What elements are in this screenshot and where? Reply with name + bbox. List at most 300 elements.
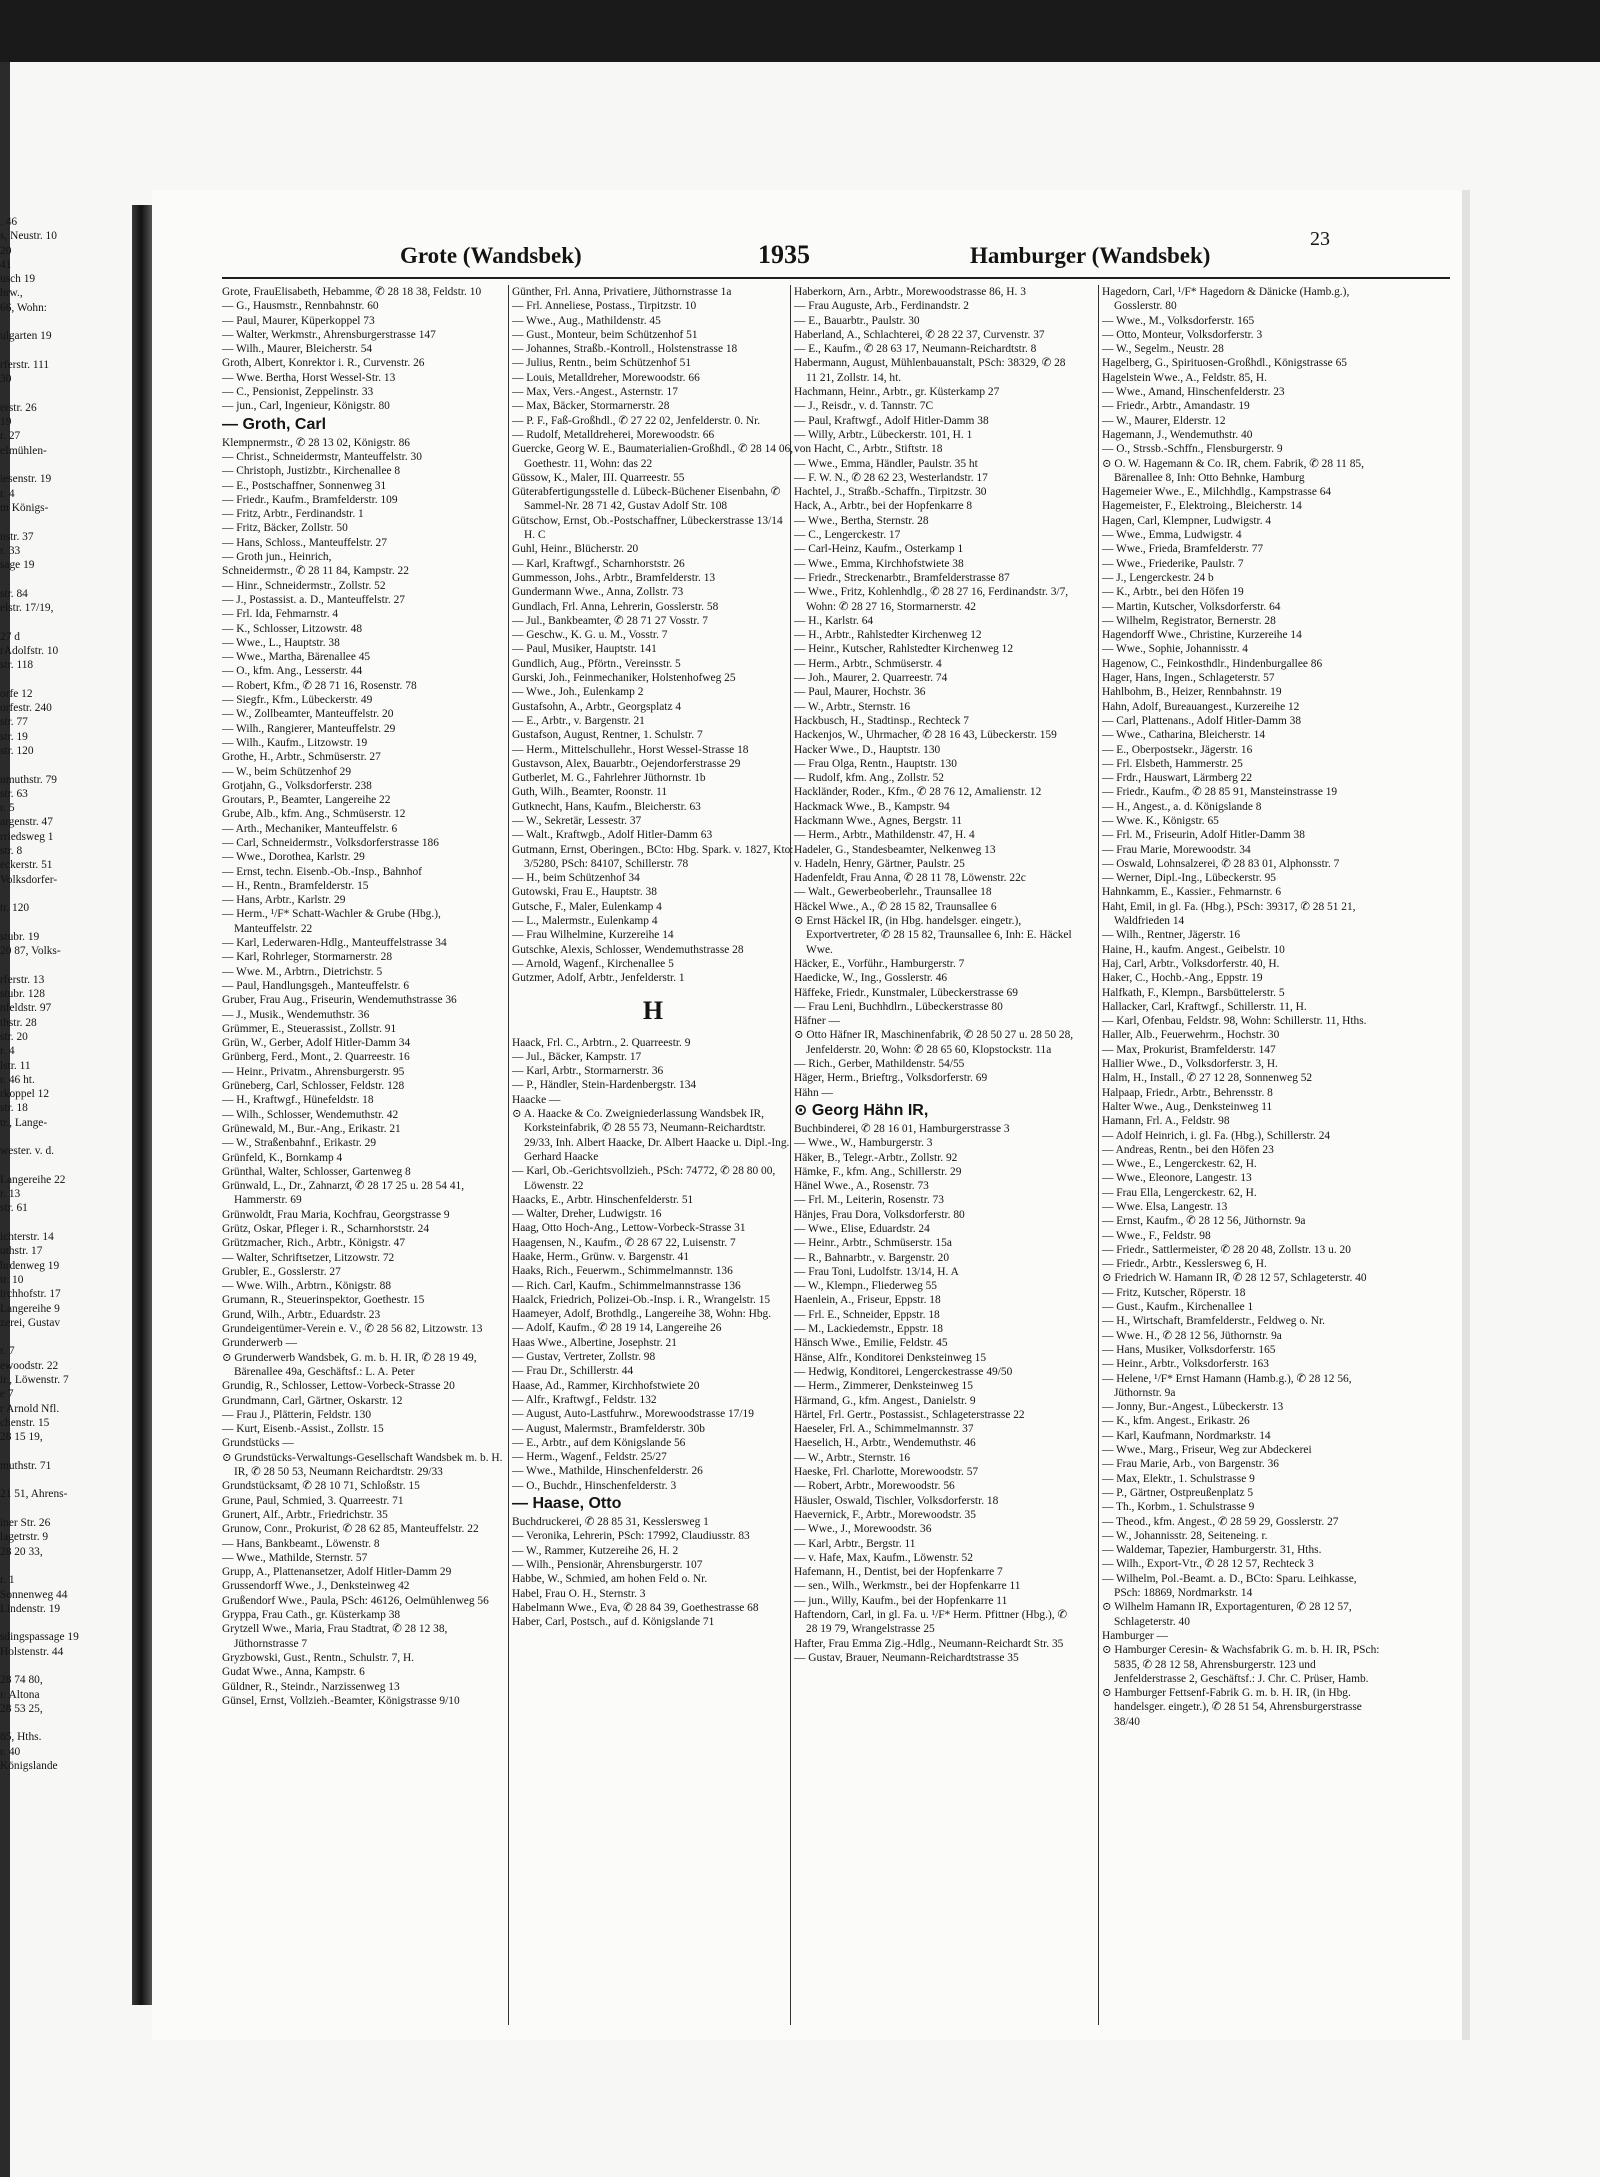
directory-entry: — O., Strssb.-Schffn., Flensburgerstr. 9 [1102, 443, 1283, 456]
directory-entry: Guercke, Georg W. E., Baumaterialien-Großhdl., ✆ 28 14 06, Goethestr. 11, Wohn: das 22 [512, 443, 794, 470]
directory-entry: Haftendorn, Carl, in gl. Fa. u. ¹/F* Herm. Pfittner (Hbg.), ✆ 28 19 79, Wrangelstrasse 25 [794, 1609, 1068, 1636]
left-page-line: Sonnenweg 44 [0, 1588, 68, 1601]
left-page-line: r. 5 [0, 802, 15, 815]
left-page-line [0, 344, 132, 358]
directory-entry: Häker, B., Telegr.-Arbtr., Zollstr. 92 [794, 1151, 958, 1164]
directory-column-4 [1102, 285, 1384, 2025]
directory-entry: — H., Wirtschaft, Bramfelderstr., Feldweg o. Nr. [1102, 1315, 1325, 1328]
directory-entry: Halfkath, F., Klempn., Barsbüttelerstr. 5 [1102, 986, 1285, 999]
directory-entry: — Heinr., Arbtr., Volksdorferstr. 163 [1102, 1358, 1269, 1371]
directory-entry: Hagemeister, F., Elektroing., Bleicherstr. 14 [1102, 500, 1302, 513]
directory-entry: — Wwe., Mathilde, Sternstr. 57 [222, 1551, 368, 1564]
page-edge [1462, 190, 1470, 2040]
column-divider [508, 285, 509, 2025]
directory-entry: — Gustav, Vertreter, Zollstr. 98 [512, 1351, 656, 1364]
directory-entry: Haberkorn, Arn., Arbtr., Morewoodstrasse 86, H. 3 [794, 286, 1026, 298]
left-page-line: zerei, Gustav [0, 1316, 61, 1329]
directory-entry: — Wwe. Bertha, Horst Wessel-Str. 13 [222, 371, 396, 384]
left-page-line [0, 1330, 132, 1344]
directory-entry: Gutsche, F., Maler, Eulenkamp 4 [512, 900, 662, 913]
left-page-line: s, Neustr. 10 [0, 230, 57, 243]
left-page-line: orfe 12 [0, 687, 33, 700]
directory-entry: Häfner — [794, 1015, 840, 1028]
directory-entry: Hänel Wwe., A., Rosenstr. 73 [794, 1180, 929, 1193]
left-page-line: rkoppel 12 [0, 1088, 50, 1101]
book-gutter [132, 205, 152, 2005]
directory-entry: Hänjes, Frau Dora, Volksdorferstr. 80 [794, 1208, 965, 1221]
directory-entry: — Fritz, Kutscher, Röperstr. 18 [1102, 1286, 1246, 1299]
directory-entry: Hagen, Carl, Klempner, Ludwigstr. 4 [1102, 514, 1272, 527]
directory-entry: Gutowski, Frau E., Hauptstr. 38 [512, 886, 657, 899]
directory-entry: — H., Karlstr. 64 [794, 614, 874, 627]
directory-entry: — Paul, Handlungsgeh., Manteuffelstr. 6 [222, 979, 410, 992]
left-page-line: eImühlen- [0, 444, 47, 457]
directory-entry: Haacks, E., Arbtr. Hinschenfelderstr. 51 [512, 1193, 694, 1206]
directory-entry: Halm, H., Install., ✆ 27 12 28, Sonnenweg 52 [1102, 1072, 1313, 1085]
left-page-line: 28 15 19, [0, 1431, 43, 1444]
directory-entry: — Alfr., Kraftwgf., Feldstr. 132 [512, 1393, 657, 1406]
directory-entry: — Jul., Bäcker, Kampstr. 17 [512, 1050, 642, 1063]
directory-entry: Hacker Wwe., D., Hauptstr. 130 [794, 743, 941, 756]
left-page-line: iesenstr. 19 [0, 473, 52, 486]
directory-entry: Grote, FrauElisabeth, Hebamme, ✆ 28 18 38, Feldstr. 10 [222, 286, 482, 298]
left-page-line: 20 [0, 244, 12, 257]
directory-entry: — Frau J., Plätterin, Feldstr. 130 [222, 1408, 372, 1421]
directory-entry: — Wilhelm, Pol.-Beamt. a. D., BCto: Sparu. Leihkasse, PSch: 18869, Nordmarkstr. 14 [1102, 1572, 1357, 1600]
directory-entry: — Max, Bäcker, Stormarnerstr. 28 [512, 400, 670, 413]
directory-entry: — W., Klempn., Fliederweg 55 [794, 1280, 937, 1293]
left-page-line: 28 53 25, [0, 1702, 43, 1715]
left-page-line: nmuthstr. 79 [0, 773, 57, 786]
directory-entry: — Adolf Heinrich, i. gl. Fa. (Hbg.), Schillerstr. 24 [1102, 1129, 1331, 1142]
directory-entry: Hackenjos, W., Uhrmacher, ✆ 28 16 43, Lübeckerstr. 159 [794, 729, 1057, 742]
directory-entry: — W., Sekretär, Lessestr. 37 [512, 814, 642, 827]
left-page-line: r. 13 [0, 1188, 21, 1201]
directory-entry: — Walter, Dreher, Ludwigstr. 16 [512, 1208, 662, 1221]
directory-entry: — Groth jun., Heinrich, [222, 551, 332, 564]
directory-entry: Gryppa, Frau Cath., gr. Küsterkamp 38 [222, 1609, 401, 1622]
directory-entry: Haker, C., Hochb.-Ang., Eppstr. 19 [1102, 972, 1263, 985]
directory-entry: — J., Reisdr., v. d. Tannstr. 7C [794, 400, 934, 413]
directory-entry: Haeselich, H., Arbtr., Wendemuthstr. 46 [794, 1437, 976, 1450]
directory-entry: — Paul, Maurer, Hochstr. 36 [794, 686, 926, 699]
left-page-line: Königslande [0, 1760, 58, 1773]
directory-entry: — Walter, Schriftsetzer, Litzowstr. 72 [222, 1251, 395, 1264]
directory-entry: — Otto, Monteur, Volksdorferstr. 3 [1102, 328, 1263, 341]
left-page-line: thstr. 28 [0, 1016, 37, 1029]
left-page-line: str. 8 [0, 845, 23, 858]
directory-entry: — Wwe., Martha, Bärenallee 45 [222, 651, 371, 664]
directory-entry: — Wwe., Friederike, Paulstr. 7 [1102, 557, 1244, 570]
left-page-line: tr., Lange- [0, 1116, 48, 1129]
left-page-line [0, 315, 132, 329]
directory-entry: — Walt., Gewerbeoberlehr., Traunsallee 18 [794, 886, 992, 899]
directory-entry: — Frau Wilhelmine, Kurzereihe 14 [512, 929, 674, 942]
directory-entry: Buchdruckerei, ✆ 28 85 31, Kesslersweg 1 [512, 1516, 709, 1529]
directory-entry: Groutars, P., Beamter, Langereihe 22 [222, 794, 391, 807]
directory-entry: Halpaap, Friedr., Arbtr., Behrensstr. 8 [1102, 1086, 1273, 1099]
directory-entry: — Wwe., Dorothea, Karlstr. 29 [222, 851, 365, 864]
directory-entry: Haacke — [512, 1093, 561, 1106]
left-page-line: 66, Wohn: [0, 301, 47, 314]
left-page-line: rAdolfstr. 10 [0, 644, 59, 657]
left-page-line: Volksdorfer- [0, 873, 58, 886]
directory-entry: Grundmann, Carl, Gärtner, Oskarstr. 12 [222, 1394, 403, 1407]
directory-entry: — W., Zollbeamter, Manteuffelstr. 20 [222, 708, 394, 721]
directory-entry: Hackmack Wwe., B., Kampstr. 94 [794, 800, 950, 813]
left-page-line: orfestr. 240 [0, 702, 52, 715]
directory-entry: Haht, Emil, in gl. Fa. (Hbg.), PSch: 39317, ✆ 28 51 21, Waldfrieden 14 [1102, 900, 1356, 928]
left-page-line: Holstenstr. 44 [0, 1645, 64, 1658]
directory-entry: — Karl, Ofenbau, Feldstr. 98, Wohn: Schillerstr. 11, Hths. [1102, 1015, 1367, 1028]
directory-entry: Habel, Frau O. H., Sternstr. 3 [512, 1587, 646, 1600]
directory-entry: Guhl, Heinr., Blücherstr. 20 [512, 543, 639, 556]
directory-entry: Günsel, Ernst, Vollzieh.-Beamter, Königstrasse 9/10 [222, 1694, 460, 1707]
left-page-line [0, 1502, 132, 1516]
directory-entry: — P., Gärtner, Ostpreußenplatz 5 [1102, 1486, 1254, 1499]
directory-entry: Hagenow, C., Feinkosthdlr., Hindenburgallee 86 [1102, 657, 1323, 670]
left-page-line: ir., Löwenstr. 7 [0, 1374, 69, 1387]
directory-entry: Haase, Ad., Rammer, Kirchhofstwiete 20 [512, 1379, 700, 1392]
directory-entry: Hamann, Frl. A., Feldstr. 98 [1102, 1115, 1230, 1128]
directory-entry: — Friedr., Arbtr., Kesslersweg 6, H. [1102, 1258, 1267, 1271]
directory-entry: — Helene, ¹/F* Ernst Hamann (Hamb.g.), ✆ 28 12 56, Jüthornstr. 9a [1102, 1372, 1352, 1399]
left-page-line: r. 4 [0, 487, 15, 500]
directory-entry: Hagemeier Wwe., E., Milchhdlg., Kampstrasse 64 [1102, 486, 1332, 499]
directory-entry: — Max, Prokurist, Bramfelderstr. 147 [1102, 1043, 1276, 1056]
directory-entry: Grütz, Oskar, Pfleger i. R., Scharnhorststr. 24 [222, 1223, 430, 1235]
directory-entry: Hahlbohm, B., Heizer, Rennbahnstr. 19 [1102, 686, 1282, 699]
directory-entry: — L., Malermstr., Eulenkamp 4 [512, 915, 658, 928]
directory-entry: Haalck, Friedrich, Polizei-Ob.-Insp. i. R., Wrangelstr. 15 [512, 1293, 771, 1306]
directory-entry: Güssow, K., Maler, III. Quarreestr. 55 [512, 471, 685, 484]
left-page-line: r. 40 [0, 1745, 21, 1758]
directory-entry: — Wilh., Maurer, Bleicherstr. 54 [222, 343, 373, 356]
directory-column-3 [794, 285, 1076, 2025]
directory-entry: — Wilhelm, Registrator, Bernerstr. 28 [1102, 614, 1276, 627]
directory-entry: Hagelstein Wwe., A., Feldstr. 85, H. [1102, 371, 1267, 384]
left-page-line: eckerstr. 51 [0, 859, 53, 872]
directory-entry: — W., beim Schützenhof 29 [222, 765, 352, 778]
left-page-line: usch 19 [0, 273, 36, 286]
directory-entry: — Wwe., Amand, Hinschenfelderstr. 23 [1102, 386, 1285, 399]
directory-entry: von Hacht, C., Arbtr., Stiftstr. 18 [794, 443, 943, 456]
directory-entry: Hänse, Alfr., Konditorei Denksteinweg 15 [794, 1351, 987, 1364]
left-page-line: sdingspassage 19 [0, 1631, 79, 1644]
directory-entry: — O., kfm. Ang., Lesserstr. 44 [222, 665, 363, 678]
directory-entry: Haameyer, Adolf, Brothdlg., Langereihe 38, Wohn: Hbg. [512, 1308, 772, 1321]
directory-entry: — Karl, Arbtr., Stormarnerstr. 36 [512, 1065, 664, 1078]
directory-entry: — Frl. E., Schneider, Eppstr. 18 [794, 1308, 940, 1321]
directory-entry: — Wilh., Rangierer, Manteuffelstr. 29 [222, 722, 396, 735]
left-page-line [0, 673, 132, 687]
left-page-line [0, 1445, 132, 1459]
left-page-line: r. 46 ht. [0, 1073, 35, 1086]
directory-entry: Habermann, August, Mühlenbauanstalt, PSch: 38329, ✆ 28 11 21, Zollstr. 14, ht. [794, 357, 1066, 384]
directory-entry: Gutmann, Ernst, Oberingen., BCto: Hbg. Spark. v. 1827, Kto: 3/5280, PSch: 84107, Schillerstr. 78 [512, 843, 794, 870]
left-page-line: 21 51, Ahrens- [0, 1488, 68, 1501]
directory-entry: Hafemann, H., Dentist, bei der Hopfenkarre 7 [794, 1566, 1003, 1579]
left-page-line: e 7 [0, 1388, 14, 1401]
directory-entry: Hackbusch, H., Stadtinsp., Rechteck 7 [794, 714, 969, 727]
directory-entry: — Wwe. Wilh., Arbtrn., Königstr. 88 [222, 1280, 392, 1293]
scan-top-border [0, 0, 1600, 62]
left-page-line: 27 d [0, 630, 20, 643]
directory-entry: Grünthal, Walter, Schlosser, Gartenweg 8 [222, 1165, 411, 1178]
directory-entry: — Fritz, Bäcker, Zollstr. 50 [222, 522, 348, 535]
directory-entry: — Walt., Kraftwgb., Adolf Hitler-Damm 63 [512, 829, 713, 842]
directory-entry: — Frau Marie, Morewoodstr. 34 [1102, 843, 1251, 856]
left-page-line: Langereihe 22 [0, 1173, 66, 1186]
directory-entry: Grümmer, E., Steuerassist., Zollstr. 91 [222, 1022, 397, 1035]
directory-entry: Härmand, G., kfm. Angest., Danielstr. 9 [794, 1394, 976, 1407]
left-page-line: muthstr. 71 [0, 1459, 52, 1472]
directory-entry: — Karl, Arbtr., Bergstr. 11 [794, 1537, 916, 1550]
directory-entry: — R., Bahnarbtr., v. Bargenstr. 20 [794, 1251, 950, 1264]
directory-entry: Grünberg, Ferd., Mont., 2. Quarreestr. 16 [222, 1051, 410, 1064]
directory-entry: Haack, Frl. C., Arbtrn., 2. Quarreestr. 9 [512, 1036, 691, 1049]
directory-entry: — Adolf, Kaufm., ✆ 28 19 14, Langereihe 26 [512, 1322, 722, 1335]
directory-entry: Gutknecht, Hans, Kaufm., Bleicherstr. 63 [512, 800, 701, 813]
directory-entry: Hadenfeldt, Frau Anna, ✆ 28 11 78, Löwenstr. 22c [794, 872, 1026, 885]
directory-entry: — J., Musik., Wendemuthstr. 36 [222, 1008, 370, 1021]
left-page-line: lagetrstr. 9 [0, 1531, 49, 1544]
directory-entry: Grupp, A., Plattenansetzer, Adolf Hitler-Damm 29 [222, 1566, 452, 1579]
directory-entry: — Carl-Heinz, Kaufm., Osterkamp 1 [794, 543, 964, 556]
left-page-line: r. 27 [0, 430, 21, 443]
directory-entry: Günther, Frl. Anna, Privatiere, Jüthornstrasse 1a [512, 286, 732, 298]
directory-entry: Häffeke, Friedr., Kunstmaler, Lübeckerstrasse 69 [794, 986, 1018, 999]
directory-entry: — P. F., Faß-Großhdl., ✆ 27 22 02, Jenfelderstr. 0. Nr. [512, 414, 761, 427]
directory-entry: — Kurt, Eisenb.-Assist., Zollstr. 15 [222, 1423, 384, 1436]
directory-entry: — Veronika, Lehrerin, PSch: 17992, Claudiusstr. 83 [512, 1530, 750, 1543]
left-page-line: chenstr. 15 [0, 1416, 50, 1429]
directory-entry: — W., Johannisstr. 28, Seiteneing. r. [1102, 1529, 1268, 1542]
directory-entry: — Wwe., J., Morewoodstr. 36 [794, 1523, 932, 1536]
directory-entry: — Frau Marie, Arb., von Bargenstr. 36 [1102, 1458, 1279, 1471]
directory-entry: ⊙ A. Haacke & Co. Zweigniederlassung Wandsbek IR, Korksteinfabrik, ✆ 28 55 73, Neumann-Reichardtstr. 29/33, Inh. Albert Haacke, Dr. Albert Haacke u. Dipl.-Ing. Gerhard Haacke [512, 1108, 790, 1163]
left-page-line [0, 1473, 132, 1487]
directory-entry: Haenlein, A., Friseur, Eppstr. 18 [794, 1294, 941, 1307]
directory-entry: — Friedr., Streckenarbtr., Bramfelderstrasse 87 [794, 571, 1010, 584]
directory-entry: — Arnold, Wagenf., Kirchenallee 5 [512, 957, 674, 970]
directory-entry: Güldner, R., Steindr., Narzissenweg 13 [222, 1680, 400, 1693]
directory-entry: — Joh., Maurer, 2. Quarreestr. 74 [794, 672, 948, 685]
directory-entry: — Wwe., Aug., Mathildenstr. 45 [512, 314, 661, 327]
left-page-line [0, 1559, 132, 1573]
directory-entry: Häcker, E., Vorführ., Hamburgerstr. 7 [794, 957, 965, 970]
left-page-line: rriedsweg 1 [0, 830, 54, 843]
directory-entry: — Walter, Werkmstr., Ahrensburgerstrasse 147 [222, 328, 436, 341]
directory-entry: — Carl, Schneidermstr., Volksdorferstrasse 186 [222, 836, 439, 849]
directory-entry: — Robert, Arbtr., Morewoodstr. 56 [794, 1480, 955, 1493]
directory-entry: — Wwe., W., Hamburgerstr. 3 [794, 1137, 933, 1150]
directory-entry: Haller, Alb., Feuerwehrm., Hochstr. 30 [1102, 1029, 1280, 1042]
directory-entry: — jun., Willy, Kaufm., bei der Hopfenkarre 11 [794, 1594, 1008, 1607]
left-page-line [0, 387, 132, 401]
section-letter: H [642, 995, 664, 1025]
directory-entry: — H., Angest., a. d. Königslande 8 [1102, 800, 1262, 813]
directory-entry: — Frau Auguste, Arb., Ferdinandstr. 2 [794, 300, 969, 313]
directory-entry: — F. W. N., ✆ 28 62 23, Westerlandstr. 17 [794, 471, 988, 484]
directory-entry: Häger, Herm., Brieftrg., Volksdorferstr. 69 [794, 1072, 988, 1085]
directory-entry: Hackmann Wwe., Agnes, Bergstr. 11 [794, 814, 963, 827]
directory-entry: Haake, Herm., Grünw. v. Bargenstr. 41 [512, 1251, 690, 1263]
left-page-line: r. 7 [0, 1345, 15, 1358]
directory-entry: — K., Schlosser, Litzowstr. 48 [222, 622, 363, 635]
directory-entry: Klempnermstr., ✆ 28 13 02, Königstr. 86 [222, 436, 410, 449]
left-page-line [0, 1159, 132, 1173]
directory-entry: Grumann, R., Steuerinspektor, Goethestr. 15 [222, 1294, 425, 1307]
left-page-line: ewoodstr. 22 [0, 1359, 59, 1372]
directory-entry: — Wwe., Sophie, Johannisstr. 4 [1102, 643, 1248, 656]
directory-entry: Grune, Paul, Schmied, 3. Quarreestr. 71 [222, 1494, 404, 1507]
directory-entry: — Wilh., Rentner, Jägerstr. 16 [1102, 929, 1241, 942]
directory-entry: Gutzmer, Adolf, Arbtr., Jenfelderstr. 1 [512, 972, 685, 985]
directory-entry: Haevernick, F., Arbtr., Morewoodstr. 35 [794, 1508, 976, 1521]
directory-entry: — Heinr., Kutscher, Rahlstedter Kirchenweg 12 [794, 643, 1014, 656]
directory-entry: Hallier Wwe., D., Volksdorferstr. 3, H. [1102, 1058, 1278, 1071]
directory-entry: — E., Postschaffner, Sonnenweg 31 [222, 479, 387, 492]
directory-entry: Grußendorf Wwe., Paula, PSch: 46126, Oelmühlenweg 56 [222, 1594, 489, 1607]
directory-entry: Gustafsohn, A., Arbtr., Georgsplatz 4 [512, 700, 682, 713]
directory-entry: Hadeler, G., Standesbeamter, Nelkenweg 13 [794, 843, 996, 856]
left-page-line: 19 [0, 416, 12, 429]
directory-entry: Gustavson, Alex, Bauarbtr., Oejendorferstrasse 29 [512, 757, 741, 770]
directory-entry: — Wwe. Elsa, Langestr. 13 [1102, 1201, 1228, 1213]
left-page-line: m Königs- [0, 501, 49, 514]
directory-entry: — Wwe., L., Hauptstr. 38 [222, 636, 340, 649]
directory-entry: Gryzbowski, Gust., Rentn., Schulstr. 7, H. [222, 1651, 415, 1664]
directory-entry: — Wwe., Catharina, Bleicherstr. 14 [1102, 729, 1266, 742]
directory-entry: — Julius, Rentn., beim Schützenhof 51 [512, 357, 692, 370]
directory-entry: — Frau Toni, Ludolfstr. 13/14, H. A [794, 1265, 959, 1278]
directory-entry: — W., Arbtr., Sternstr. 16 [794, 1451, 911, 1464]
directory-entry: — Rich., Gerber, Mathildenstr. 54/55 [794, 1058, 965, 1071]
directory-entry: — Friedr., Kaufm., ✆ 28 85 91, Mansteinstrasse 19 [1102, 786, 1338, 799]
directory-entry: Grubler, E., Gosslerstr. 27 [222, 1265, 341, 1278]
directory-column-1 [222, 285, 504, 2025]
directory-entry: Hack, A., Arbtr., bei der Hopfenkarre 8 [794, 500, 973, 513]
directory-entry: — Wwe., E., Lengerckestr. 62, H. [1102, 1158, 1257, 1171]
directory-entry: — Karl, Lederwaren-Hdlg., Manteuffelstrasse 34 [222, 937, 447, 950]
directory-entry: — Herm., Wagenf., Feldstr. 25/27 [512, 1451, 667, 1464]
directory-entry: — Jonny, Bur.-Angest., Lübeckerstr. 13 [1102, 1401, 1284, 1414]
directory-entry: — Karl, Ob.-Gerichtsvollzieh., PSch: 74772, ✆ 28 80 00, Löwenstr. 22 [512, 1165, 776, 1192]
directory-entry: — Rudolf, kfm. Ang., Zollstr. 52 [794, 772, 944, 785]
left-page-line [0, 916, 132, 930]
directory-entry: Hahnkamm, E., Kassier., Fehmarnstr. 6 [1102, 886, 1282, 899]
left-page-line: hrdenweg 19 [0, 1259, 60, 1272]
directory-entry: — Groth, Carl [222, 415, 327, 433]
directory-entry: — Max, Vers.-Angest., Asternstr. 17 [512, 386, 678, 399]
left-page-line [0, 758, 132, 772]
directory-entry: ⊙ Ernst Häckel IR, (in Hbg. handelsger. eingetr.), Exportvertreter, ✆ 28 15 82, Traunsallee 6, Inh: E. Häckel Wwe. [794, 915, 1072, 956]
directory-entry: Grunert, Alf., Arbtr., Friedrichstr. 35 [222, 1508, 388, 1521]
directory-entry: — Wwe. M., Arbtrn., Dietrichstr. 5 [222, 965, 383, 978]
left-page-line: iner Str. 26 [0, 1517, 51, 1530]
left-page-line: str. 63 [0, 787, 28, 800]
directory-entry: ⊙ Hamburger Fettsenf-Fabrik G. m. b. H. IR, (in Hbg. handelsger. eingetr.), ✆ 28 51 54, Ahrensburgerstrasse 38/40 [1102, 1687, 1362, 1728]
directory-entry: — W., Straßenbahnf., Erikastr. 29 [222, 1137, 377, 1150]
directory-entry: Grundig, R., Schlosser, Lettow-Vorbeck-Strasse 20 [222, 1380, 455, 1393]
directory-entry: Habbe, W., Schmied, am hohen Feld o. Nr. [512, 1573, 708, 1586]
directory-entry: — Geschw., K. G. u. M., Vosstr. 7 [512, 629, 668, 642]
directory-entry: Haeseler, Frl. A., Schimmelmannstr. 37 [794, 1423, 974, 1436]
directory-entry: — E., Arbtr., auf dem Königslande 56 [512, 1436, 686, 1449]
directory-entry: — Friedr., Sattlermeister, ✆ 28 20 48, Zollstr. 13 u. 20 [1102, 1243, 1351, 1256]
left-page-line: hrw., [0, 287, 23, 300]
directory-entry: Gruber, Frau Aug., Friseurin, Wendemuthstrasse 36 [222, 994, 457, 1007]
left-page-line: wester. v. d. [0, 1145, 54, 1158]
directory-entry: — sen., Wilh., Werkmstr., bei der Hopfenkarre 11 [794, 1580, 1021, 1593]
left-page-line [0, 1216, 132, 1230]
directory-entry: Hafter, Frau Emma Zig.-Hdlg., Neumann-Reichardt Str. 35 [794, 1637, 1064, 1650]
directory-entry: Güterabfertigungsstelle d. Lübeck-Büchener Eisenbahn, ✆ Sammel-Nr. 28 71 42, Gustav Adolf Str. 108 [512, 486, 781, 513]
left-page-line: str. 77 [0, 716, 28, 729]
left-page-line: r Arnold Nfl. [0, 1402, 60, 1415]
left-page-line [0, 615, 132, 629]
left-page-line: 41 [0, 258, 12, 271]
directory-entry: ⊙ Grunderwerb Wandsbek, G. m. b. H. IR, ✆ 28 19 49, Bärenallee 49a, Geschäftsf.: L. A. Peter [222, 1351, 477, 1378]
directory-entry: Haagensen, N., Kaufm., ✆ 28 67 22, Luisenstr. 7 [512, 1236, 736, 1249]
directory-entry: Hahn, Adolf, Bureauangest., Kurzereihe 12 [1102, 700, 1300, 713]
directory-entry: — Frau Leni, Buchhdlrn., Lübeckerstrasse 80 [794, 1000, 1003, 1013]
directory-entry: — jun., Carl, Ingenieur, Königstr. 80 [222, 400, 390, 413]
directory-entry: Gundlach, Frl. Anna, Lehrerin, Gosslerstr. 58 [512, 600, 719, 613]
directory-entry: — Paul, Kraftwgf., Adolf Hitler-Damm 38 [794, 414, 989, 427]
left-page-line: r. 33 [0, 544, 21, 557]
directory-entry: ⊙ Friedrich W. Hamann IR, ✆ 28 12 57, Schlageterstr. 40 [1102, 1272, 1367, 1285]
directory-entry: — Rich. Carl, Kaufm., Schimmelmannstrasse 136 [512, 1279, 741, 1292]
directory-entry: Häusler, Oswald, Tischler, Volksdorferstr. 18 [794, 1494, 999, 1507]
left-page-line: 28 20 33, [0, 1545, 43, 1558]
directory-entry: — Th., Korbm., 1. Schulstrasse 9 [1102, 1501, 1255, 1514]
directory-entry: — August, Auto-Lastfuhrw., Morewoodstrasse 17/19 [512, 1408, 754, 1421]
directory-entry: — H., beim Schützenhof 34 [512, 872, 640, 885]
directory-entry: — Wwe., Elise, Eduardstr. 24 [794, 1223, 930, 1235]
running-head-year: 1935 [758, 240, 810, 269]
directory-entry: — Waldemar, Tapezier, Hamburgerstr. 31, Hths. [1102, 1544, 1322, 1557]
directory-entry: — E., Oberpostsekr., Jägerstr. 16 [1102, 743, 1253, 756]
directory-column-2 [512, 285, 794, 2025]
directory-entry: Hähn — [794, 1086, 833, 1099]
directory-entry: Buchbinderei, ✆ 28 16 01, Hamburgerstrasse 3 [794, 1122, 1010, 1135]
left-page-line: erstr. 26 [0, 401, 37, 414]
directory-entry: — Johannes, Straßb.-Kontroll., Holstenstrasse 18 [512, 343, 738, 356]
directory-entry: — Robert, Kfm., ✆ 28 71 16, Rosenstr. 78 [222, 679, 417, 692]
directory-entry: — Carl, Plattenans., Adolf Hitler-Damm 38 [1102, 714, 1302, 727]
directory-entry: — M., Lackiedemstr., Eppstr. 18 [794, 1323, 944, 1336]
left-page-line [0, 958, 132, 972]
left-page-line: nfeldstr. 97 [0, 1002, 52, 1015]
directory-entry: — Louis, Metalldreher, Morewoodstr. 66 [512, 371, 700, 384]
header-rule [222, 277, 1450, 279]
left-page-line: sage 19 [0, 559, 35, 572]
directory-entry: — E., Bauarbtr., Paulstr. 30 [794, 314, 920, 327]
directory-entry: Haber, Carl, Postsch., auf d. Königslande 71 [512, 1616, 715, 1629]
left-page-line: argenstr. 47 [0, 816, 53, 829]
directory-entry: Haedicke, W., Ing., Gosslerstr. 46 [794, 972, 948, 985]
left-page-line: str. 61 [0, 1202, 28, 1215]
directory-entry: — P., Händler, Stein-Hardenbergstr. 134 [512, 1079, 697, 1092]
directory-entry: Grytzell Wwe., Maria, Frau Stadtrat, ✆ 28 12 38, Jüthornstrasse 7 [222, 1623, 448, 1650]
directory-entry: — H., Kraftwgf., Hünefeldstr. 18 [222, 1094, 374, 1107]
directory-entry: — Martin, Kutscher, Volksdorferstr. 64 [1102, 600, 1281, 613]
directory-entry: — Frl. Elsbeth, Hammerstr. 25 [1102, 757, 1243, 770]
directory-entry: Haag, Otto Hoch-Ang., Lettow-Vorbeck-Strasse 31 [512, 1222, 746, 1235]
directory-entry: — G., Hausmstr., Rennbahnstr. 60 [222, 300, 379, 313]
